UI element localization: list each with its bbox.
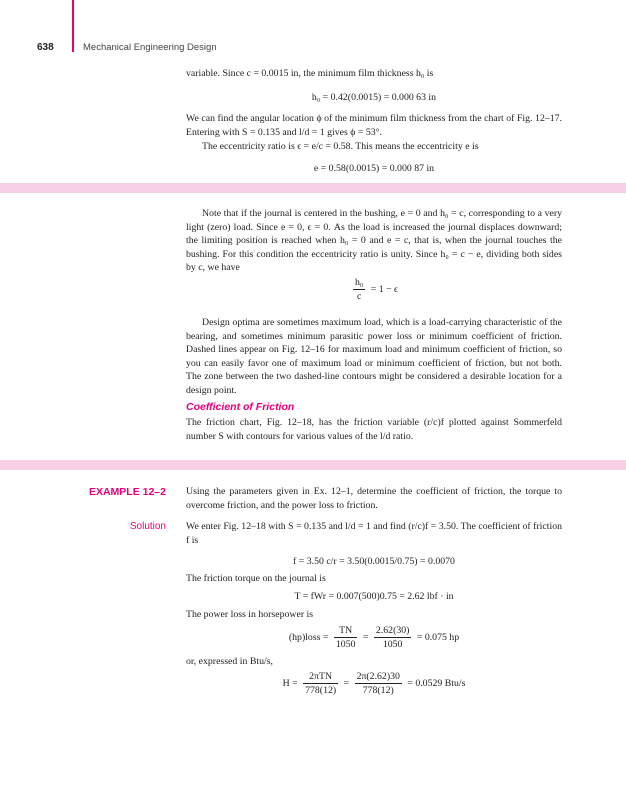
btu-den-2: 778(12) <box>362 685 394 696</box>
ratio-denominator: c <box>356 291 362 302</box>
example-statement: Using the parameters given in Ex. 12–1, determine the coefficient of friction, the torque to overcome friction, and the power loss to friction. <box>186 486 562 511</box>
hp-rhs: = 0.075 hp <box>416 631 460 643</box>
equation-torque: T = fWr = 0.007(500)0.75 = 2.62 lbf · in <box>294 591 454 602</box>
ratio-numerator: h₀ <box>354 277 364 288</box>
middle-paragraph-2: Design optima are sometimes maximum load, which is a load-carrying characteristic of the bearing, and sometimes minimum parasitic power loss or minimum coefficient of friction. Dashed lines appear on Fig. 12–16 for maximum load and minimum coefficient of friction, so you can easily favor one of maximum load or minimum coefficient of friction, but not both. The zone between the two dashed-line contours might be considered a desirable location for a design point. <box>186 317 562 396</box>
btu-num-1: 2πTN <box>303 670 338 684</box>
solution-paragraph-1: We enter Fig. 12–18 with S = 0.135 and l/d = 1 and find (r/c)f = 3.50. The coefficient of friction f is <box>186 521 562 546</box>
page-header <box>0 42 626 58</box>
equation-power-hp: (hp)loss = $\frac{TN}{1050}$ = $\frac{2.62(30)}{1050}$ = 0.075 hp <box>288 625 460 650</box>
page-number: 638 <box>37 42 54 53</box>
hp-lhs: (hp)loss = <box>288 631 329 643</box>
btu-lhs: H = <box>282 677 298 689</box>
top-paragraph-2: We can find the angular location ϕ of the minimum film thickness from the chart of Fig. 12–17. Entering with S = 0.135 and l/d = 1 gives ϕ = 53°. <box>186 113 562 138</box>
hp-num-1: TN <box>334 624 358 638</box>
solution-paragraph-3: The power loss in horsepower is <box>186 609 314 620</box>
running-title: Mechanical Engineering Design <box>83 42 217 53</box>
example-label: EXAMPLE 12–2 <box>88 486 166 498</box>
equation-h0: h₀ = 0.42(0.0015) = 0.000 63 in <box>311 92 437 103</box>
btu-rhs: = 0.0529 Btu/s <box>407 677 466 689</box>
ratio-rhs: = 1 − ϵ <box>370 283 399 295</box>
example-band <box>0 460 626 470</box>
section-band <box>0 183 626 193</box>
top-paragraph-3: The eccentricity ratio is ϵ = e/c = 0.58. This means the eccentricity e is <box>202 141 479 152</box>
equation-power-btu: H = $\frac{\text{2πTN}}{778(12)}$ = $\frac{2\pi(2.62)30}{778(12)}$ = 0.0529 Btu/s <box>282 671 466 696</box>
top-paragraph-1: variable. Since c = 0.0015 in, the minimum film thickness h₀ is <box>186 68 434 79</box>
equation-e: e = 0.58(0.0015) = 0.000 87 in <box>313 163 435 174</box>
middle-paragraph-1: Note that if the journal is centered in the bushing, e = 0 and h₀ = c, corresponding to a very light (zero) load. Since e = 0, ϵ = 0. As the load is increased the journal displaces downward; the limiting position is reached when h₀ = 0 and e = c, that is, when the journal touches the bushing. For this condition the eccentricity ratio is unity. Since h₀ = c − e, dividing both sides by c, we have <box>186 208 562 274</box>
solution-paragraph-4: or, expressed in Btu/s, <box>186 656 273 667</box>
middle-paragraph-3: The friction chart, Fig. 12–18, has the friction variable (r/c)f plotted against Sommerfeld number S with contours for various values of the l/d ratio. <box>186 417 562 442</box>
solution-paragraph-2: The friction torque on the journal is <box>186 573 326 584</box>
equation-friction-coefficient: f = 3.50 c/r = 3.50(0.0015/0.75) = 0.0070 <box>293 556 455 567</box>
section-heading: Coefficient of Friction <box>186 401 295 413</box>
equation-ratio <box>186 276 562 303</box>
btu-den-1: 778(12) <box>305 685 337 696</box>
hp-den-1: 1050 <box>335 639 356 650</box>
btu-num-2: 2π(2.62)30 <box>356 671 400 682</box>
hp-den-2: 1050 <box>382 639 403 650</box>
solution-label: Solution <box>129 521 166 532</box>
hp-num-2: 2.62(30) <box>375 625 410 636</box>
